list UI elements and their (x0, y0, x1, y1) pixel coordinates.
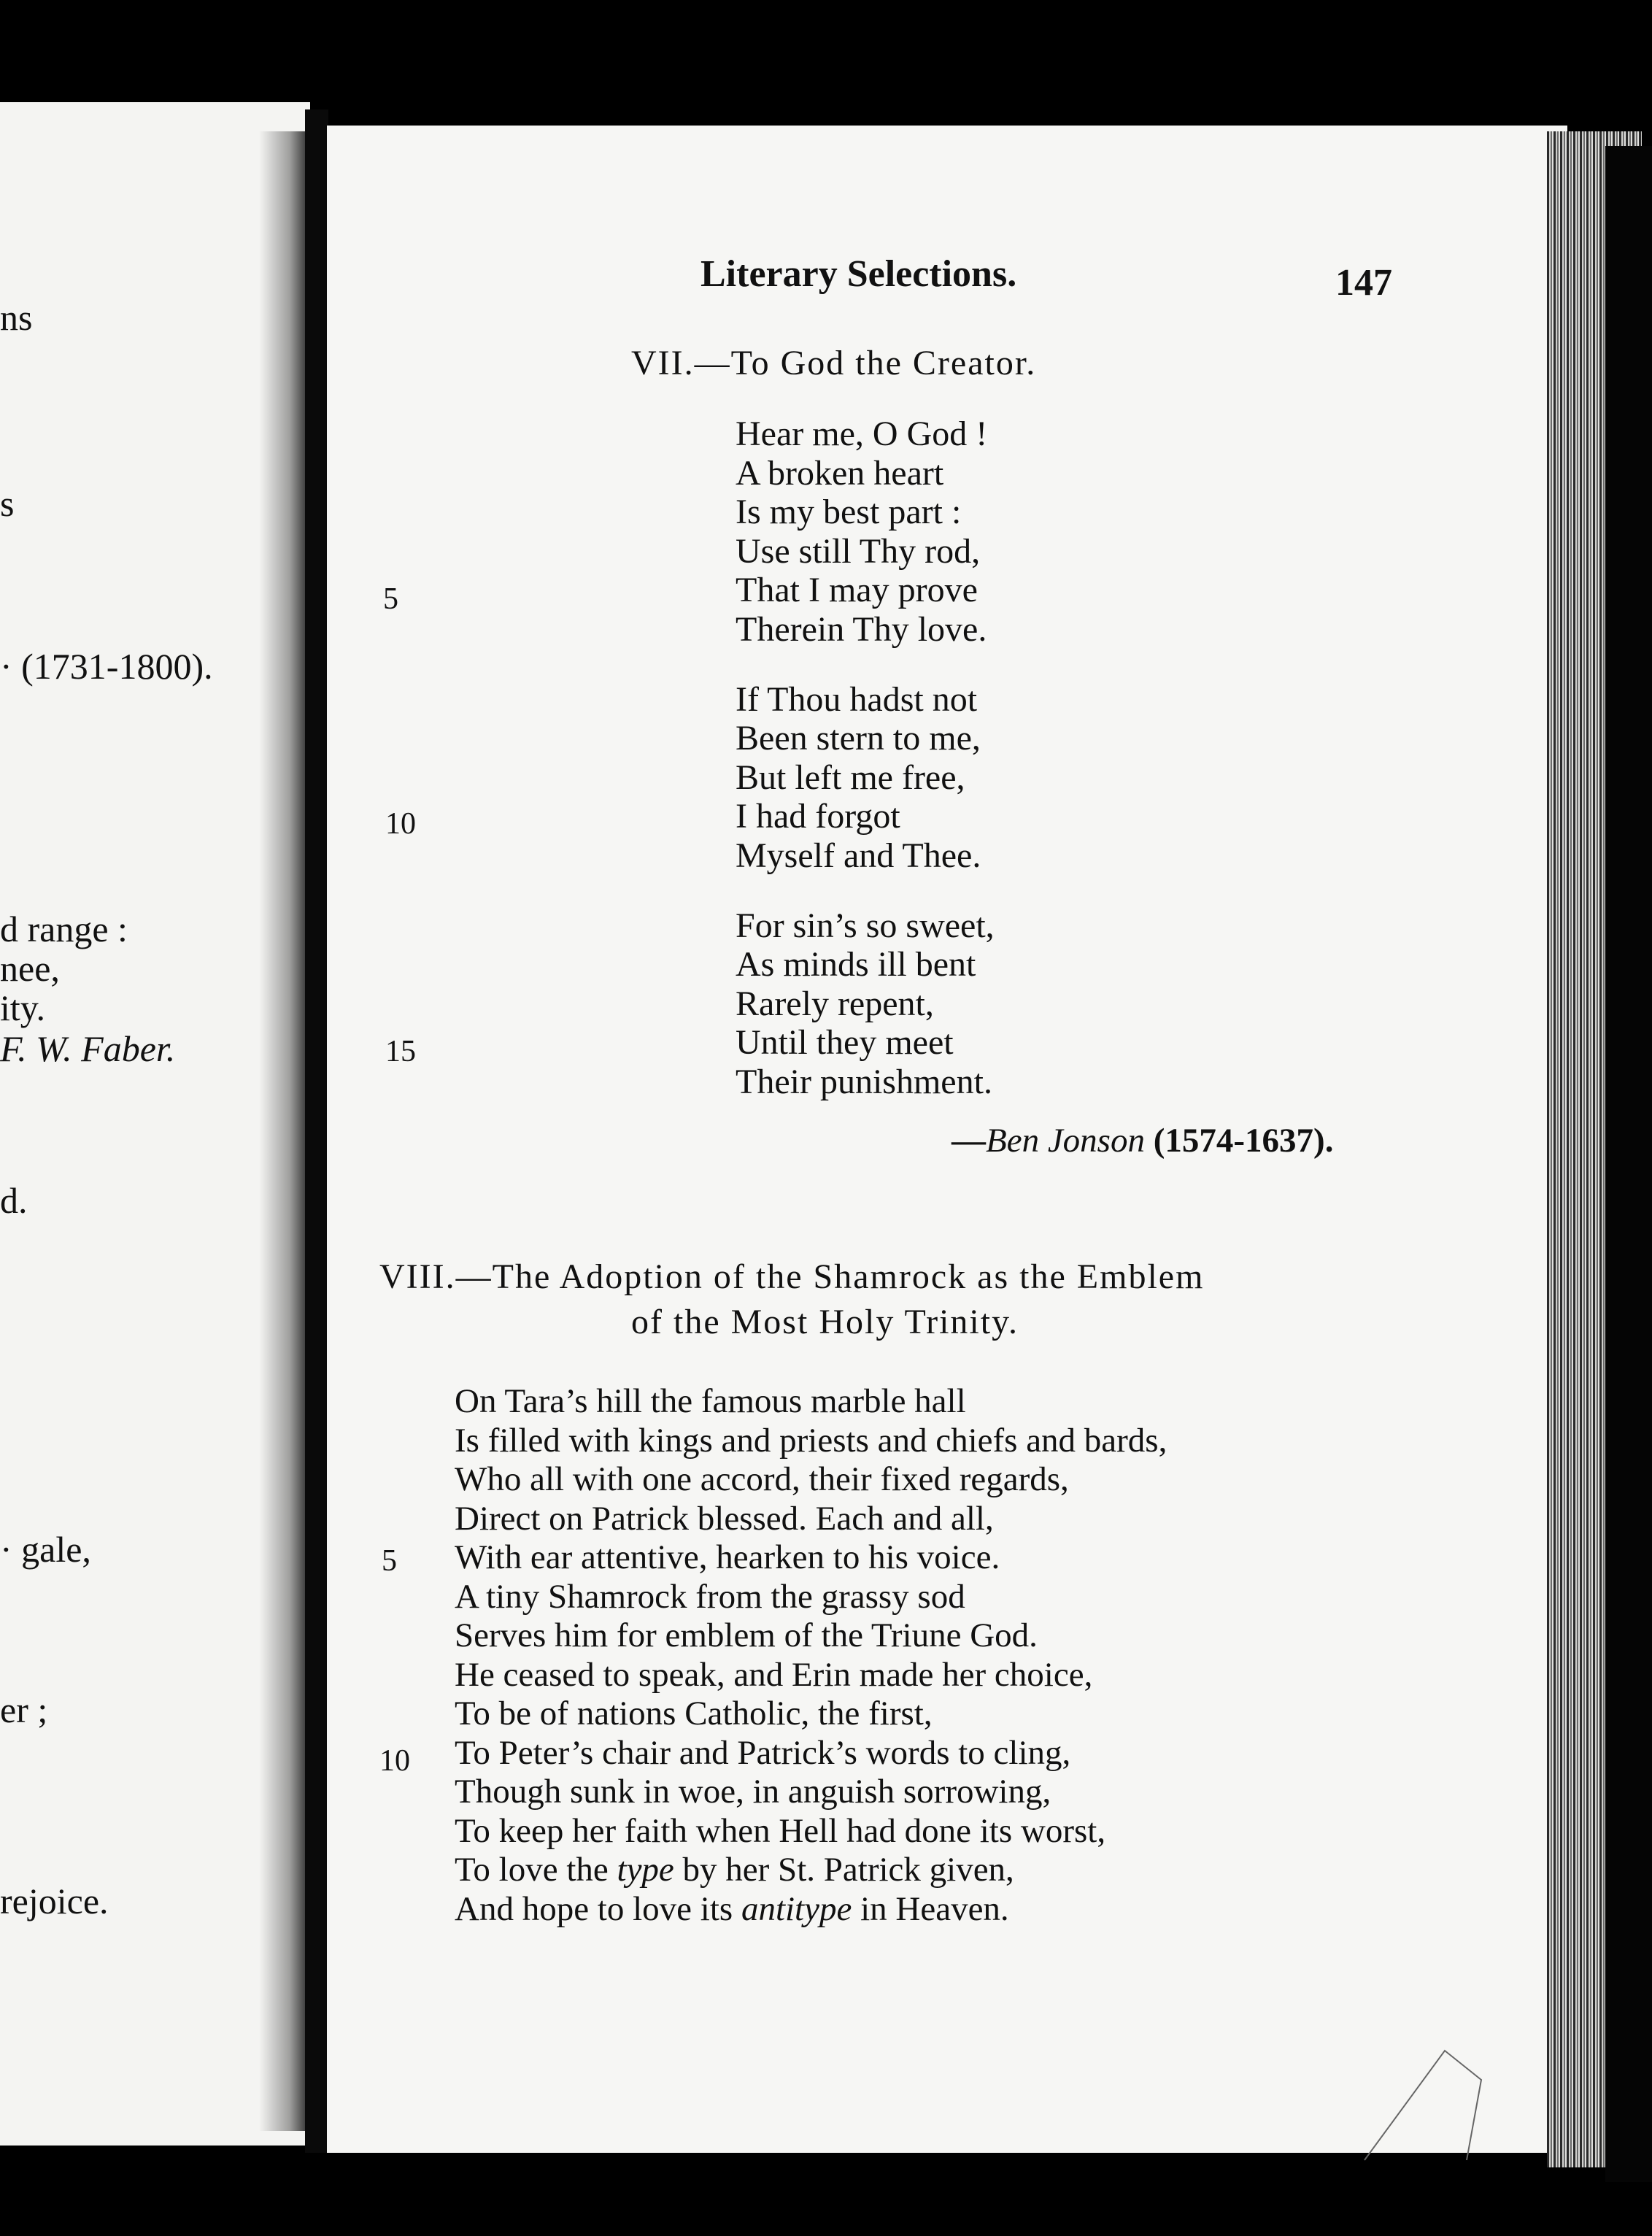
line-number: 5 (382, 1544, 397, 1578)
poem-line: Hear me, O God ! (736, 415, 988, 453)
poem-line: Until they meet (736, 1023, 954, 1063)
line-number: 15 (385, 1035, 416, 1068)
poem-viii-body (455, 1382, 1167, 1929)
poem-line-text: And hope to love its (455, 1889, 741, 1928)
poem-line: With ear attentive, hearken to his voice. (455, 1538, 1000, 1576)
stanza (736, 415, 995, 649)
poem-vii-body (736, 415, 995, 1102)
poem-viii-title-line1: VIII.—The Adoption of the Shamrock as the Emblem (379, 1257, 1205, 1296)
poem-line: For sin’s so sweet, (736, 906, 995, 945)
poem-vii-title: VII.—To God the Creator. (631, 344, 1037, 382)
poem-line: Their punishment. (736, 1062, 992, 1101)
poem-vii-attribution (952, 1124, 1333, 1158)
left-page-fragment: ity. (0, 987, 46, 1028)
left-page-fragment: rejoice. (0, 1881, 109, 1921)
attribution-dash: — (952, 1122, 986, 1160)
left-page-fragment: er ; (0, 1689, 48, 1730)
poem-viii-title-line2: of the Most Holy Trinity. (631, 1303, 1019, 1341)
poem-line: On Tara’s hill the famous marble hall (455, 1382, 966, 1420)
left-page-shadow (259, 131, 310, 2131)
poem-line: Who all with one accord, their fixed regards, (455, 1460, 1069, 1498)
running-title: Literary Selections. (700, 253, 1017, 295)
poem-line: As minds ill bent (736, 945, 976, 984)
poem-line: But left me free, (736, 757, 965, 797)
book-gutter (305, 109, 328, 2153)
page-number: 147 (1335, 262, 1392, 304)
left-page-fragment: ns (0, 297, 33, 338)
poem-line: Direct on Patrick blessed. Each and all, (455, 1499, 994, 1538)
poem-line: Use still Thy rod, (736, 531, 981, 571)
poem-line: I had forgot (736, 797, 900, 836)
left-page-fragment: s (0, 483, 15, 524)
poem-line: Though sunk in woe, in anguish sorrowing, (455, 1773, 1051, 1811)
line-number: 10 (379, 1744, 410, 1778)
line-number: 10 (385, 807, 416, 841)
left-page-fragment: · gale, (0, 1529, 91, 1570)
poem-line: Therein Thy love. (736, 609, 987, 649)
poem-line: To Peter’s chair and Patrick’s words to cling, (455, 1733, 1071, 1772)
poem-line: If Thou hadst not (736, 679, 978, 719)
left-page-fragment: F. W. Faber. (0, 1028, 176, 1069)
left-page-fragment: nee, (0, 948, 60, 989)
poem-line: Is filled with kings and priests and chiefs and bards, (455, 1421, 1167, 1460)
poem-line: That I may prove (736, 571, 978, 610)
poem-line-text: in Heaven. (852, 1889, 1009, 1928)
poem-line: A broken heart (736, 453, 944, 493)
poem-line: A tiny Shamrock from the grassy sod (455, 1577, 965, 1616)
left-page-fragment: · (1731-1800). (0, 646, 213, 687)
left-page-fragment: d. (0, 1180, 28, 1221)
poem-line: Serves him for emblem of the Triune God. (455, 1616, 1038, 1654)
page-edges-shadow (1605, 146, 1652, 2182)
poem-line-italic: type (617, 1851, 674, 1889)
poem-line (455, 1851, 1167, 1890)
attribution-dates: (1574-1637). (1153, 1122, 1334, 1160)
poem-line-text: To love the (455, 1851, 617, 1889)
poem-line: Been stern to me, (736, 719, 981, 758)
attribution-author: Ben Jonson (986, 1122, 1145, 1160)
poem-line: Myself and Thee. (736, 836, 981, 875)
line-number: 5 (383, 582, 398, 616)
left-page-fragment: d range : (0, 909, 128, 949)
stanza (736, 680, 995, 876)
poem-line: Is my best part : (736, 493, 962, 532)
poem-line: To be of nations Catholic, the first, (455, 1695, 933, 1732)
stanza (736, 906, 995, 1102)
poem-line-italic: antitype (741, 1889, 852, 1928)
poem-line: He ceased to speak, and Erin made her choice, (455, 1655, 1093, 1694)
page-fold-mark (1357, 2036, 1489, 2167)
poem-line (455, 1890, 1167, 1929)
poem-line: To keep her faith when Hell had done its worst, (455, 1811, 1106, 1850)
poem-line: Rarely repent, (736, 984, 934, 1023)
poem-line-text: by her St. Patrick given, (673, 1851, 1014, 1889)
